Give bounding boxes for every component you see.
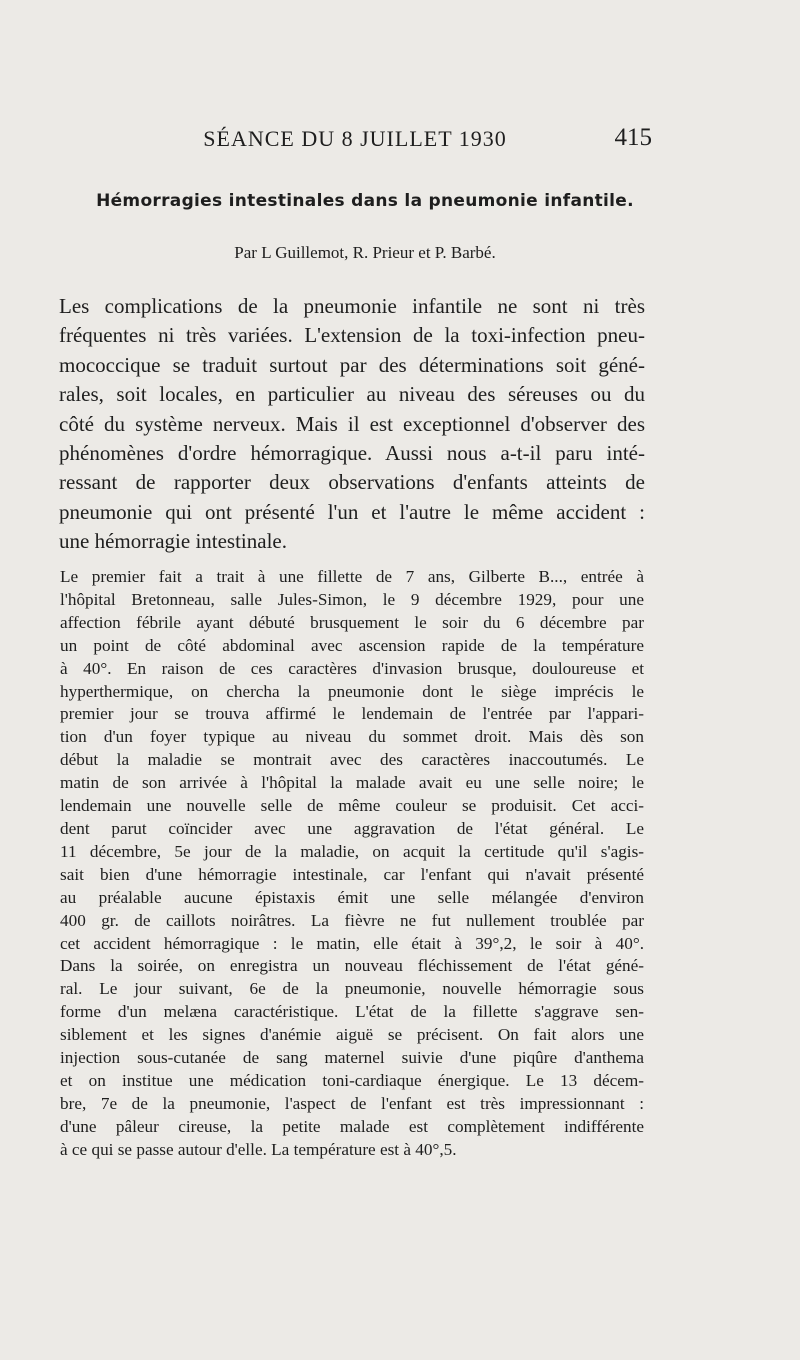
body-line: début la maladie se montrait avec des caractères inaccoutumés. Le xyxy=(60,750,644,770)
body-line: à ce qui se passe autour d'elle. La température est à 40°,5. xyxy=(60,1139,457,1159)
body-line: bre, 7e de la pneumonie, l'aspect de l'enfant est très impressionnant : xyxy=(60,1093,644,1113)
body-line: au préalable aucune épistaxis émit une selle mélangée d'environ xyxy=(60,887,644,907)
article-authors: Par L Guillemot, R. Prieur et P. Barbé. xyxy=(234,243,496,262)
body-line: ral. Le jour suivant, 6e de la pneumonie, nouvelle hémorragie sous xyxy=(60,979,644,999)
case-report-paragraph xyxy=(60,566,644,1162)
body-line: matin de son arrivée à l'hôpital la malade avait eu une selle noire; le xyxy=(60,773,644,793)
body-line: dent parut coïncider avec une aggravation de l'état général. Le xyxy=(60,818,644,838)
body-line: et on institue une médication toni-cardiaque énergique. Le 13 décem- xyxy=(60,1070,644,1090)
page-number: 415 xyxy=(614,124,652,151)
article-title: Hémorragies intestinales dans la pneumonie infantile. xyxy=(96,191,634,211)
lead-line: côté du système nerveux. Mais il est exceptionnel d'observer des xyxy=(59,411,645,436)
lead-line: phénomènes d'ordre hémorragique. Aussi nous a-t-il paru inté- xyxy=(59,441,645,466)
body-line: d'une pâleur cireuse, la petite malade est complètement indifférente xyxy=(60,1116,644,1136)
body-line: Dans la soirée, on enregistra un nouveau fléchissement de l'état géné- xyxy=(60,956,644,976)
body-line: hyperthermique, on chercha la pneumonie dont le siège imprécis le xyxy=(60,681,644,701)
body-line: à 40°. En raison de ces caractères d'invasion brusque, douloureuse et xyxy=(60,658,644,678)
body-line: sait bien d'une hémorragie intestinale, car l'enfant qui n'avait présenté xyxy=(60,864,644,884)
lead-line: mococcique se traduit surtout par des déterminations soit géné- xyxy=(59,352,645,377)
body-line: premier jour se trouva affirmé le lendemain de l'entrée par l'appari- xyxy=(60,704,644,724)
body-line: 11 décembre, 5e jour de la maladie, on acquit la certitude qu'il s'agis- xyxy=(60,841,644,861)
body-line: cet accident hémorragique : le matin, elle était à 39°,2, le soir à 40°. xyxy=(60,933,644,953)
body-line: affection fébrile ayant débuté brusquement le soir du 6 décembre par xyxy=(60,612,644,632)
body-line: tion d'un foyer typique au niveau du sommet droit. Mais dès son xyxy=(60,727,644,747)
lead-line: Les complications de la pneumonie infantile ne sont ni très xyxy=(59,294,645,318)
lead-paragraph xyxy=(59,292,645,557)
body-line: forme d'un melæna caractéristique. L'état de la fillette s'aggrave sen- xyxy=(60,1002,644,1022)
body-line: 400 gr. de caillots noirâtres. La fièvre ne fut nullement troublée par xyxy=(60,910,644,930)
running-head: SÉANCE DU 8 JUILLET 1930 xyxy=(203,126,507,151)
body-line: injection sous-cutanée de sang maternel suivie d'une piqûre d'anthema xyxy=(60,1048,644,1068)
lead-line: rales, soit locales, en particulier au niveau des séreuses ou du xyxy=(59,382,645,407)
body-line: lendemain une nouvelle selle de même couleur se produisit. Cet acci- xyxy=(60,796,644,816)
body-line: Le premier fait a trait à une fillette de 7 ans, Gilberte B..., entrée à xyxy=(60,567,644,586)
lead-line: pneumonie qui ont présenté l'un et l'autre le même accident : xyxy=(59,499,645,524)
body-line: un point de côté abdominal avec ascension rapide de la température xyxy=(60,635,644,655)
lead-line: fréquentes ni très variées. L'extension de la toxi-infection pneu- xyxy=(59,323,645,348)
body-line: siblement et les signes d'anémie aiguë se précisent. On fait alors une xyxy=(60,1025,644,1045)
lead-line: ressant de rapporter deux observations d'enfants atteints de xyxy=(59,470,645,495)
body-line: l'hôpital Bretonneau, salle Jules-Simon, le 9 décembre 1929, pour une xyxy=(60,589,644,609)
lead-line: une hémorragie intestinale. xyxy=(59,529,287,554)
